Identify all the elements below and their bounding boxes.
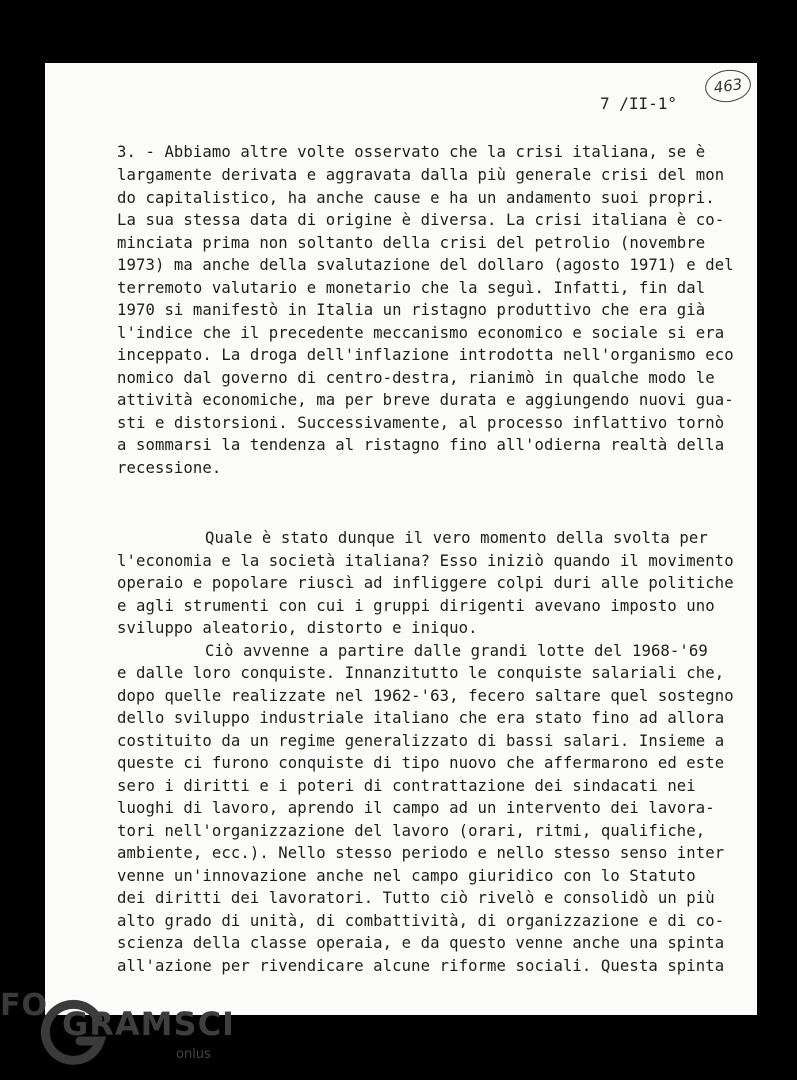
text-line: e agli strumenti con cui i gruppi dirigenti avevano imposto uno	[117, 597, 715, 615]
page-reference: 7 /II-1°	[600, 94, 678, 113]
text-line: costituito da un regime generalizzato di bassi salari. Insieme a	[117, 732, 725, 750]
archive-stamp: 463	[703, 67, 753, 105]
text-line: tori nell'organizzazione del lavoro (orari, ritmi, qualifiche,	[117, 822, 706, 840]
text-line: 3. - Abbiamo altre volte osservato che la crisi italiana, se è	[117, 143, 706, 161]
text-line: luoghi di lavoro, aprendo il campo ad un intervento dei lavora-	[117, 799, 715, 817]
logo-name: GRAMSCI	[62, 1005, 235, 1043]
text-line: minciata prima non soltanto della crisi del petrolio (novembre	[117, 234, 706, 252]
text-line: Quale è stato dunque il vero momento della svolta per	[205, 529, 708, 547]
text-line: sero i diritti e i poteri di contrattazione dei sindacati nei	[117, 777, 696, 795]
text-line: inceppato. La droga dell'inflazione introdotta nell'organismo eco	[117, 346, 734, 364]
text-line: alto grado di unità, di combattività, di organizzazione e di co-	[117, 912, 725, 930]
text-line: 1970 si manifestò in Italia un ristagno produttivo che era già	[117, 301, 706, 319]
text-line: 1973) ma anche della svalutazione del dollaro (agosto 1971) e del	[117, 256, 734, 274]
text-line: operaio e popolare riuscì ad infliggere colpi duri alle politiche	[117, 574, 734, 592]
text-line: a sommarsi la tendenza al ristagno fino all'odierna realtà della	[117, 436, 725, 454]
text-line: ambiente, ecc.). Nello stesso periodo e nello stesso senso inter	[117, 844, 725, 862]
text-line: l'economia e la società italiana? Esso iniziò quando il movimento	[117, 552, 734, 570]
logo-suffix: onlus	[176, 1047, 211, 1062]
text-line: all'azione per rivendicare alcune riforme sociali. Questa spinta	[117, 957, 725, 975]
logo-prefix: FO	[0, 988, 48, 1023]
text-line: e dalle loro conquiste. Innanzitutto le conquiste salariali che,	[117, 664, 725, 682]
text-line: terremoto valutario e monetario che la seguì. Infatti, fin dal	[117, 279, 706, 297]
text-line: largamente derivata e aggravata dalla più generale crisi del mon	[117, 166, 725, 184]
text-line: venne un'innovazione anche nel campo giuridico con lo Statuto	[117, 867, 696, 885]
text-line: queste ci furono conquiste di tipo nuovo che affermarono ed este	[117, 754, 725, 772]
text-line: recessione.	[117, 459, 222, 477]
text-line: l'indice che il precedente meccanismo economico e sociale si era	[117, 324, 725, 342]
text-line: attività economiche, ma per breve durata e aggiungendo nuovi gua-	[117, 391, 734, 409]
text-line: sviluppo aleatorio, distorto e iniquo.	[117, 619, 478, 637]
text-line: sti e distorsioni. Successivamente, al processo inflattivo tornò	[117, 414, 725, 432]
text-line: Ciò avvenne a partire dalle grandi lotte del 1968-'69	[205, 642, 708, 660]
text-line: dopo quelle realizzate nel 1962-'63, fecero saltare quel sostegno	[117, 687, 734, 705]
text-line: La sua stessa data di origine è diversa. La crisi italiana è co-	[117, 211, 725, 229]
text-line: dello sviluppo industriale italiano che era stato fino ad allora	[117, 709, 725, 727]
text-line: nomico dal governo di centro-destra, rianimò in qualche modo le	[117, 369, 715, 387]
text-line: dei diritti dei lavoratori. Tutto ciò rivelò e consolidò un più	[117, 889, 715, 907]
foundation-logo	[0, 985, 235, 1080]
text-line: do capitalistico, ha anche cause e ha un andamento suoi propri.	[117, 189, 715, 207]
text-line: scienza della classe operaia, e da questo venne anche una spinta	[117, 934, 725, 952]
